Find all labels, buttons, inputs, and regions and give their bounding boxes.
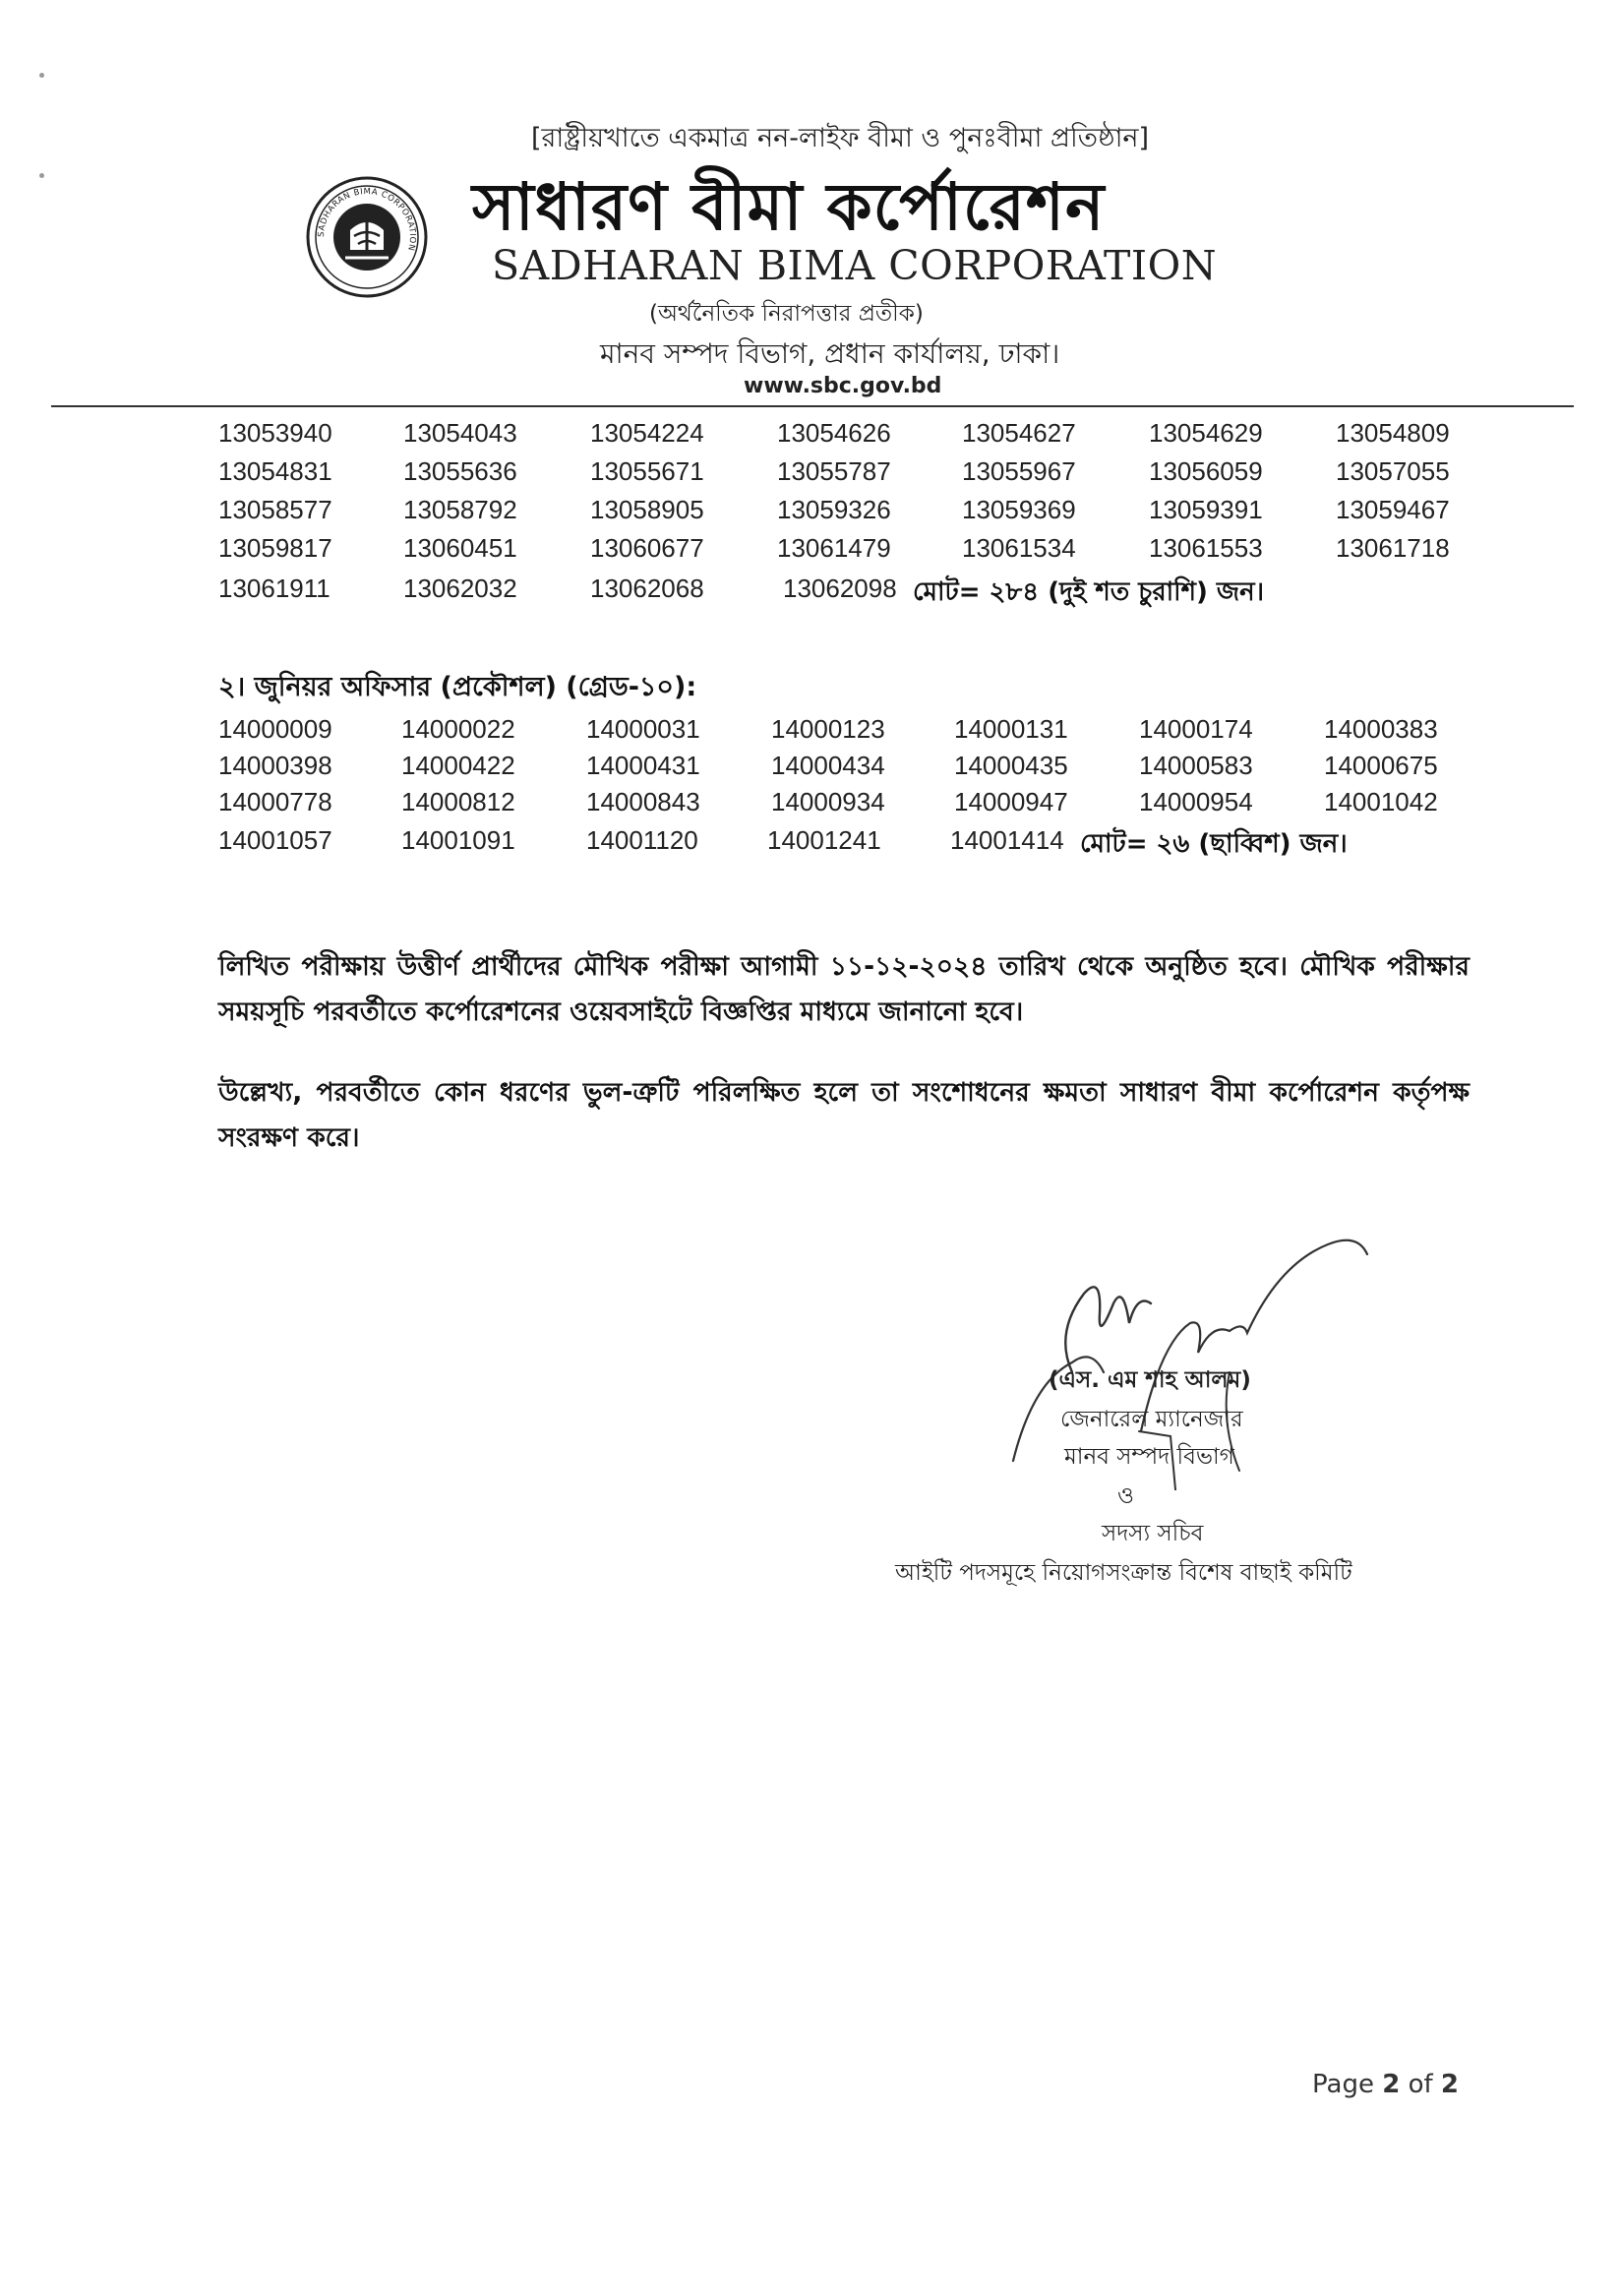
- header-website: www.sbc.gov.bd: [744, 374, 942, 398]
- header-tagline: [রাষ্ট্রীয়খাতে একমাত্র নন-লাইফ বীমা ও পুনঃবীমা প্রতিষ্ঠান]: [531, 123, 1150, 153]
- roll-number: 13061718: [1336, 533, 1450, 563]
- roll-number: 14000843: [586, 787, 700, 816]
- roll-number: 13053940: [218, 418, 332, 448]
- roll-number: 14000383: [1324, 714, 1438, 744]
- roll-number: 14000435: [954, 751, 1068, 780]
- roll-number: 13054809: [1336, 418, 1450, 448]
- roll-number: 14000431: [586, 751, 700, 780]
- page-current: 2: [1382, 2070, 1401, 2099]
- roll-number: 13054629: [1149, 418, 1263, 448]
- roll-number: 13061911: [218, 574, 330, 603]
- roll-number: 13061553: [1149, 533, 1263, 563]
- roll-number: 14000812: [401, 787, 515, 816]
- roll-number: 14000174: [1139, 714, 1253, 744]
- notice-paragraph-correction: উল্লেখ্য, পরবর্তীতে কোন ধরণের ভুল-ত্রুটি পরিলক্ষিত হলে তা সংশোধনের ক্ষমতা সাধারণ বীমা কর্পোরেশন কর্তৃপক্ষ সংরক্ষণ করে।: [218, 1077, 1470, 1153]
- roll-number: 13054043: [403, 418, 517, 448]
- scan-speck: [39, 173, 44, 178]
- corporation-name-bn: সাধারণ বীমা কর্পোরেশন: [472, 169, 1106, 245]
- corporation-name-en: SADHARAN BIMA CORPORATION: [492, 242, 1218, 289]
- signatory-name: (এস. এম শাহ আলম): [1049, 1367, 1251, 1393]
- roll-number: 14000031: [586, 714, 700, 744]
- roll-number: 13062032: [403, 574, 517, 603]
- roll-number: 14000947: [954, 787, 1068, 816]
- roll-number: 13055671: [590, 456, 704, 486]
- roll-number: 13057055: [1336, 456, 1450, 486]
- roll-number: 14001057: [218, 825, 332, 855]
- roll-number: 14000778: [218, 787, 332, 816]
- roll-number: 14000398: [218, 751, 332, 780]
- header-department: মানব সম্পদ বিভাগ, প্রধান কার্যালয়, ঢাকা।: [600, 337, 1060, 370]
- corporation-seal-icon: [305, 175, 429, 299]
- section2-total: মোট= ২৬ (ছাব্বিশ) জন।: [1080, 829, 1348, 859]
- roll-number: 14001091: [401, 825, 515, 855]
- roll-number: 13059369: [962, 495, 1076, 524]
- roll-number: 14000583: [1139, 751, 1253, 780]
- roll-number: 13061534: [962, 533, 1076, 563]
- roll-number: 13055636: [403, 456, 517, 486]
- roll-number: 13059817: [218, 533, 332, 563]
- notice-paragraph-viva: লিখিত পরীক্ষায় উত্তীর্ণ প্রার্থীদের মৌখিক পরীক্ষা আগামী ১১-১২-২০২৪ তারিখ থেকে অনুষ্ঠিত হবে। মৌখিক পরীক্ষার সময়সূচি পরবর্তীতে কর্পোরেশনের ওয়েবসাইটে বিজ্ঞপ্তির মাধ্যমে জানানো হবে।: [218, 951, 1470, 1027]
- roll-number: 13054831: [218, 456, 332, 486]
- roll-number: 14000675: [1324, 751, 1438, 780]
- roll-number: 13055967: [962, 456, 1076, 486]
- roll-number: 14001120: [586, 825, 698, 855]
- roll-number: 14001241: [767, 825, 881, 855]
- roll-number: 14001414: [950, 825, 1064, 855]
- signatory-role: সদস্য সচিব: [1102, 1521, 1204, 1546]
- header-divider: [51, 405, 1574, 407]
- roll-number: 13059391: [1149, 495, 1263, 524]
- page-total: 2: [1440, 2070, 1459, 2099]
- roll-number: 14000009: [218, 714, 332, 744]
- roll-number: 13062068: [590, 574, 704, 603]
- roll-number: 14000934: [771, 787, 885, 816]
- roll-number: 13058905: [590, 495, 704, 524]
- roll-number: 13058792: [403, 495, 517, 524]
- roll-number: 13055787: [777, 456, 891, 486]
- section2-title: ২। জুনিয়র অফিসার (প্রকৌশল) (গ্রেড-১০):: [218, 672, 697, 702]
- roll-number: 14000123: [771, 714, 885, 744]
- signatory-designation: জেনারেল ম্যানেজার: [1060, 1407, 1243, 1432]
- roll-number: 13060677: [590, 533, 704, 563]
- roll-number: 13058577: [218, 495, 332, 524]
- roll-number: 13060451: [403, 533, 517, 563]
- signatory-conjunction: ও: [1117, 1483, 1134, 1509]
- roll-number: 14000434: [771, 751, 885, 780]
- seal-text: SADHARAN BIMA CORPORATION: [316, 186, 418, 253]
- roll-number: 14000954: [1139, 787, 1253, 816]
- roll-number: 13061479: [777, 533, 891, 563]
- roll-number: 13059326: [777, 495, 891, 524]
- roll-number: 13054627: [962, 418, 1076, 448]
- header-motto: (অর্থনৈতিক নিরাপত্তার প্রতীক): [649, 301, 924, 327]
- scan-speck: [39, 73, 44, 78]
- page-of: of: [1408, 2070, 1433, 2099]
- roll-number: 14000422: [401, 751, 515, 780]
- roll-number: 13054224: [590, 418, 704, 448]
- roll-number: 14000022: [401, 714, 515, 744]
- page-prefix: Page: [1312, 2070, 1374, 2099]
- roll-number: 13054626: [777, 418, 891, 448]
- roll-number: 13059467: [1336, 495, 1450, 524]
- roll-number: 14000131: [954, 714, 1068, 744]
- roll-number: 13056059: [1149, 456, 1263, 486]
- signatory-committee: আইটি পদসমূহে নিয়োগসংক্রান্ত বিশেষ বাছাই কমিটি: [895, 1560, 1352, 1586]
- signatory-department: মানব সম্পদ বিভাগ: [1064, 1444, 1234, 1470]
- section1-total: মোট= ২৮৪ (দুই শত চুরাশি) জন।: [913, 577, 1264, 607]
- page-number: [1312, 2070, 1459, 2099]
- roll-number: 13062098: [783, 574, 897, 603]
- roll-number: 14001042: [1324, 787, 1438, 816]
